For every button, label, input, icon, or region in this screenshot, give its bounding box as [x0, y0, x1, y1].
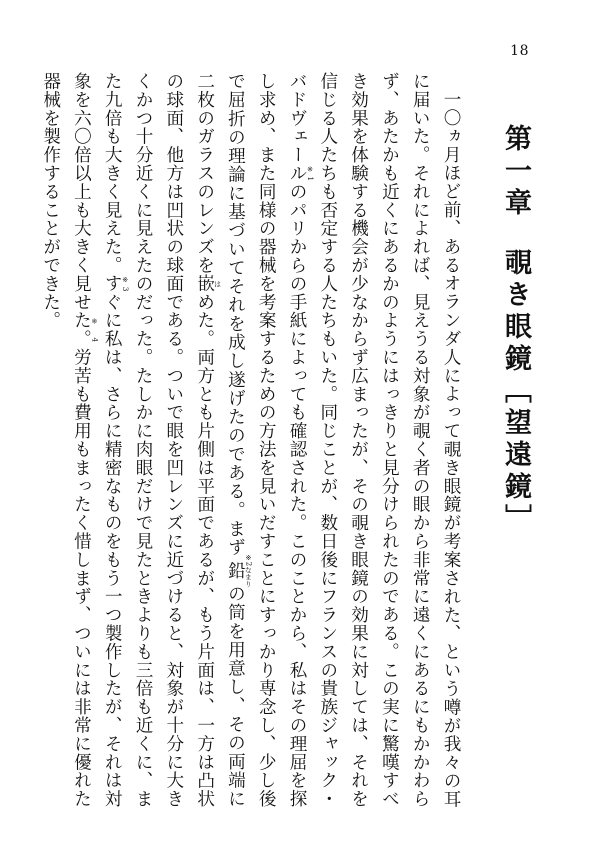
annotated-base-text: 鉛 [225, 553, 246, 588]
paragraph-text: の筒を用意し、その両端に二枚のガラスのレンズを [194, 72, 246, 808]
paragraph-text: のパリからの手紙によっても確認された。このことから、私はその理屈を探し求め、また同様の器械を考案するための方法を見いだすことにすっかり専念し、少し後で屈折の理論に基づいてそれを成し遂げたのである。まず [225, 72, 308, 809]
footnote-marker: ※3 [121, 274, 130, 293]
ruby-reading: は [213, 274, 222, 293]
annotated-base-text: た。 [71, 311, 92, 349]
chapter-heading [502, 124, 529, 536]
chapter-label: 第一章 [500, 124, 531, 220]
footnote-marker: ※2 [244, 553, 253, 567]
paragraph-text: めた。両方とも片側は平面であるが、もう片面は、一方は凸状の球面、他方は凹状の球面である。ついで眼を凹レンズに近づけると、対象が十分に大きくかつ十分近くに見えたのだった。たしかに肉眼だけで見たときよりも三倍も近くに、また九倍も大きく見えた。 [102, 72, 215, 809]
chapter-title: 覗き眼鏡［望遠鏡］ [500, 248, 531, 536]
annotated-base-text: ル [287, 164, 308, 183]
page-body [40, 72, 531, 809]
annotated-text [225, 553, 253, 588]
footnote-marker: ※1 [306, 164, 315, 183]
paragraph-text: ぐに私は、さらに精密なものをもう一つ製作したが、それは対象を六〇倍以上も大きく見せ [71, 72, 123, 809]
annotated-text [71, 311, 99, 349]
ruby-reading: なまり [244, 566, 253, 588]
annotated-text [287, 164, 315, 183]
annotated-text [194, 274, 222, 293]
annotated-base-text: 嵌 [194, 274, 215, 293]
body-paragraph [35, 72, 466, 808]
footnote-marker: ※4 [90, 311, 99, 348]
paragraph-text: 労苦も費用もまったく惜しまず、ついには非常に優れた器械を製作することができた。 [40, 72, 92, 809]
page-number: 18 [510, 43, 529, 59]
paragraph-text: 一〇ヵ月ほど前、あるオランダ人によって覗き眼鏡が考案された、という噂が我々の耳に届いた。それによれば、見えうる対象が覗く者の眼から非常に遠くにあるにもかかわらず、あたかも近くにあるかのようにはっきりと見分けられたのである。この実に驚嘆すべき効果を体験する機会が少なからず広まったが、その覗き眼鏡の効果に対しては、それを信じる人たちも否定する人たちもいた。同じことが、数日後にフランスの貴族ジャック・バドヴェー [287, 72, 461, 808]
annotated-text [102, 274, 130, 293]
annotated-base-text: す [102, 274, 123, 293]
